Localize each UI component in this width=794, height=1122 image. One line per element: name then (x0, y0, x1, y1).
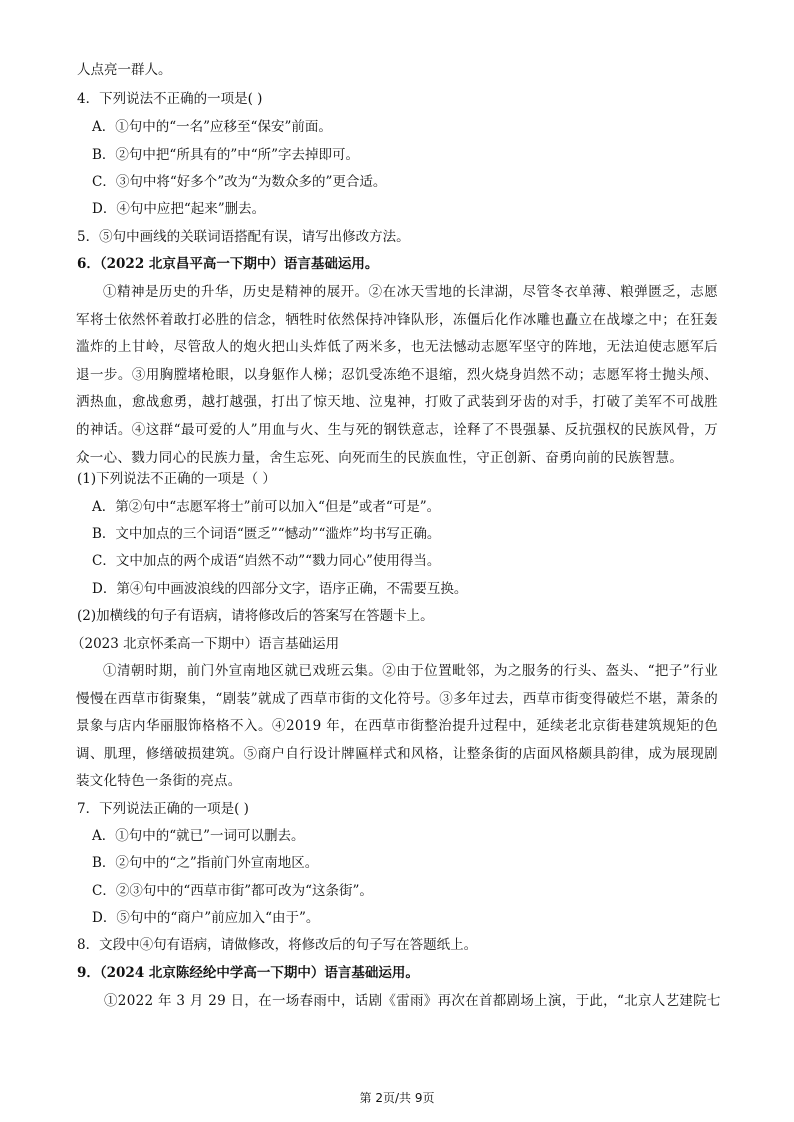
option-a: A．①句中的“就已”一词可以删去。 (92, 828, 305, 844)
source-label: （2023 北京怀柔高一下期中）语言基础运用 (71, 636, 340, 652)
option-c: C．③句中将“好多个”改为“为数众多的”更合适。 (92, 174, 387, 190)
option-d: D．⑤句中的“商户”前应加入“由于”。 (92, 910, 320, 926)
question-9: 9．（2024 北京陈经纶中学高一下期中）语言基础运用。 (77, 965, 419, 981)
option-b: B．②句中把“所具有的”中“所”字去掉即可。 (92, 147, 360, 163)
option-d: D．④句中应把“起来”删去。 (92, 201, 266, 217)
question-8: 8．文段中④句有语病，请做修改，将修改后的句子写在答题纸上。 (77, 937, 478, 953)
question-5: 5．⑤句中画线的关联词语搭配有误，请写出修改方法。 (77, 229, 410, 245)
text-line: 人点亮一群人。 (77, 62, 172, 78)
page-footer: 第 2页/共 9页 (359, 1091, 435, 1105)
option-a: A．①句中的“一名”应移至“保安”前面。 (92, 119, 332, 135)
passage-9: ①2022 年 3 月 29 日，在一场春雨中，话剧《雷雨》再次在首都剧场上演，于此，“北京人艺建院七 (104, 993, 721, 1009)
option-b: B．②句中的“之”指前门外宣南地区。 (92, 855, 319, 871)
option-c: C．②③句中的“西草市街”都可改为“这条街”。 (92, 883, 373, 899)
option-d: D．第④句中画波浪线的四部分文字，语序正确，不需要互换。 (92, 581, 468, 597)
option-a: A．第②句中“志愿军将士”前可以加入“但是”或者“可是”。 (92, 499, 441, 515)
passage-7: ①清朝时期，前门外宣南地区就已戏班云集。②由于位置毗邻，为之服务的行头、盔头、“把子”行业慢慢在西草市街聚集，“剧装”就成了西草市街的文化符号。③多年过去，西草市街变得破烂不堪，萧条的景象与店内华丽服饰格格不入。④2019 年，在西草市街整治提升过程中，延续老北京街巷建筑规矩的色调、肌理，修缮破损建筑。⑤商户自行设计牌匾样式和风格，让整条街的店面风格颇具韵律，成为展现剧装文化特色一条街的亮点。 (76, 663, 718, 790)
option-b: B．文中加点的三个词语“匮乏”“憾动”“滥炸”均书写正确。 (92, 526, 441, 542)
question-6-2: (2)加横线的句子有语病，请将修改后的答案写在答题卡上。 (77, 608, 434, 624)
question-7: 7．下列说法正确的一项是( ) (77, 801, 249, 817)
question-6-1: (1)下列说法不正确的一项是（ ） (77, 471, 276, 487)
question-6: 6．（2022 北京昌平高一下期中）语言基础运用。 (77, 256, 379, 272)
passage-6: ①精神是历史的升华，历史是精神的展开。②在冰天雪地的长津湖，尽管冬衣单薄、粮弹匮乏，志愿军将士依然怀着敢打必胜的信念，牺牲时依然保持冲锋队形，冻僵后化作冰雕也矗立在战壕之中；在狂轰滥炸的上甘岭，尽管敌人的炮火把山头炸低了两米多，也无法憾动志愿军坚守的阵地，无法迫使志愿军后退一步。③用胸膛堵枪眼，以身躯作人梯；忍饥受冻绝不退缩，烈火烧身岿然不动；志愿军将士抛头颅、洒热血，愈战愈勇，越打越强，打出了惊天地、泣鬼神，打败了武装到牙齿的对手，打破了美军不可战胜的神话。④这群“最可爱的人”用血与火、生与死的钢铁意志，诠释了不畏强暴、反抗强权的民族风骨，万众一心、戮力同心的民族力量，舍生忘死、向死而生的民族血性，守正创新、奋勇向前的民族智慧。 (76, 284, 718, 466)
option-c: C．文中加点的两个成语“岿然不动”“戮力同心”使用得当。 (92, 553, 441, 569)
question-4: 4．下列说法不正确的一项是( ) (77, 91, 263, 107)
